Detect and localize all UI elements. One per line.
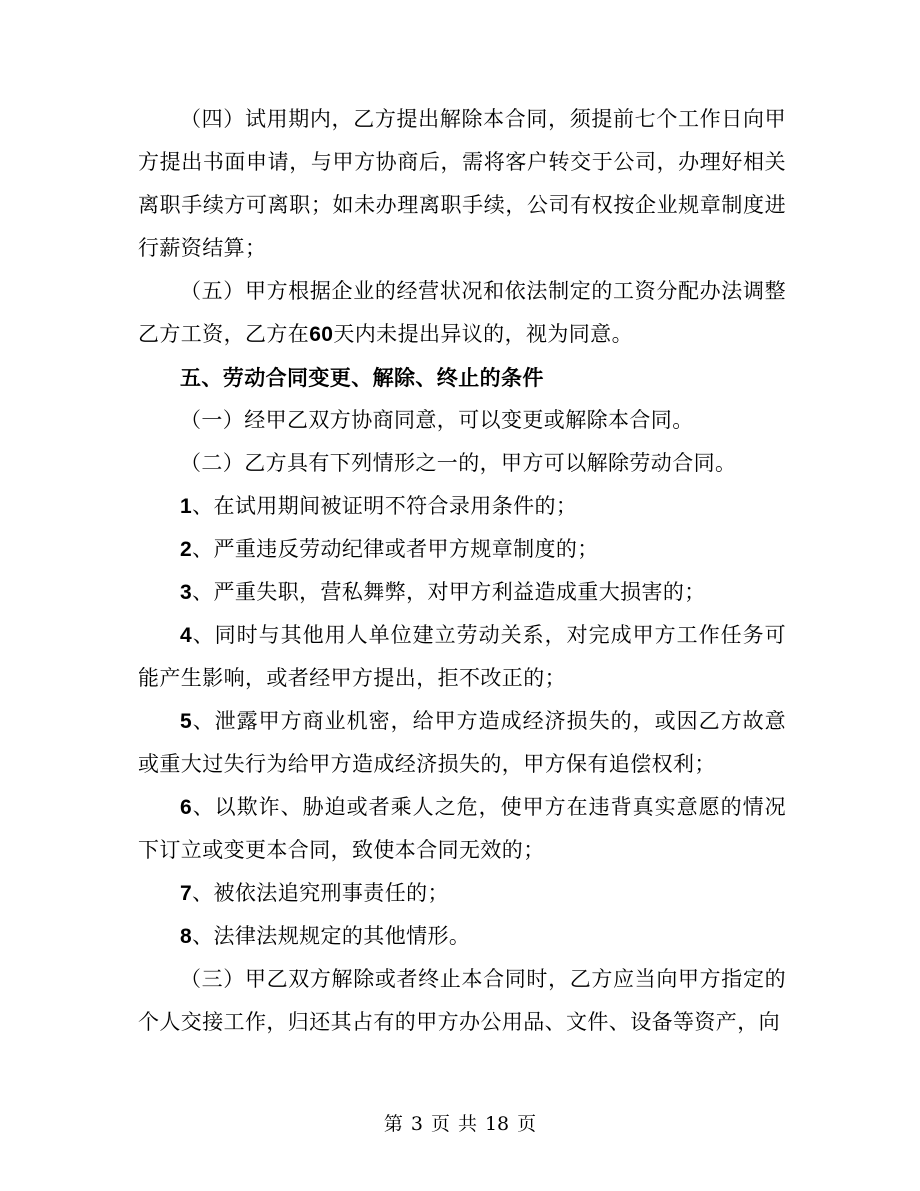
- list-item-number: 2: [180, 538, 193, 561]
- list-item: [138, 614, 786, 700]
- list-item: [138, 528, 786, 571]
- page-footer: [0, 1110, 920, 1138]
- list-item-text: 、在试用期间被证明不符合录用条件的；: [192, 494, 578, 518]
- list-item-text: 、法律法规规定的其他情形。: [192, 924, 471, 948]
- list-item-number: 5: [180, 710, 193, 733]
- list-item-text: 、以欺诈、胁迫或者乘人之危，使甲方在违背真实意愿的情况下订立或变更本合同，致使本合同无效的；: [138, 795, 786, 862]
- list-item-text: 、被依法追究刑事责任的；: [192, 881, 449, 905]
- section-5-heading: 五、劳动合同变更、解除、终止的条件: [180, 365, 544, 390]
- list-item-text: 、同时与其他用人单位建立劳动关系，对完成甲方工作任务可能产生影响，或者经甲方提出，拒不改正的；: [138, 623, 786, 690]
- list-item-number: 7: [180, 882, 193, 905]
- list-item-number: 3: [180, 581, 193, 604]
- clause-5-text-a: （五）甲方根据企业的经营状况和依法制定的工资分配办法调整乙方工资，乙方在: [138, 279, 786, 346]
- list-item-number: 4: [180, 624, 193, 647]
- footer-ye: 页: [430, 1113, 450, 1135]
- list-item: [138, 786, 786, 872]
- list-item-text: 、严重违反劳动纪律或者甲方规章制度的；: [192, 537, 599, 561]
- footer-page-number: 3: [410, 1113, 423, 1135]
- clause-5-days: 60: [309, 323, 334, 346]
- list-item: [138, 915, 786, 958]
- list-item: [138, 872, 786, 915]
- list-item-number: 8: [180, 925, 193, 948]
- list-item-number: 1: [180, 495, 193, 518]
- list-item: [138, 485, 786, 528]
- clause-4-paragraph: （四）试用期内，乙方提出解除本合同，须提前七个工作日向甲方提出书面申请，与甲方协商后，需将客户转交于公司，办理好相关离职手续方可离职；如未办理离职手续，公司有权按企业规章制度进行薪资结算；: [138, 107, 786, 260]
- footer-gong: 共: [457, 1113, 477, 1135]
- list-item-text: 、严重失职，营私舞弊，对甲方利益造成重大损害的；: [192, 580, 706, 604]
- footer-ye-2: 页: [517, 1113, 537, 1135]
- list-item-text: 、泄露甲方商业机密，给甲方造成经济损失的，或因乙方故意或重大过失行为给甲方造成经济损失的，甲方保有追偿权利；: [138, 709, 786, 776]
- footer-total-pages: 18: [484, 1113, 510, 1135]
- list-item-number: 6: [180, 796, 193, 819]
- list-item: [138, 700, 786, 786]
- section-5-clause-2: （二）乙方具有下列情形之一的，甲方可以解除劳动合同。: [180, 451, 737, 475]
- footer-di: 第: [383, 1113, 403, 1135]
- document-body: [138, 98, 786, 1044]
- list-item: [138, 571, 786, 614]
- section-5-clause-1: （一）经甲乙双方协商同意，可以变更或解除本合同。: [180, 408, 694, 432]
- clause-5-text-b: 天内未提出异议的，视为同意。: [333, 322, 633, 346]
- section-5-clause-3: （三）甲乙双方解除或者终止本合同时，乙方应当向甲方指定的个人交接工作，归还其占有的甲方办公用品、文件、设备等资产，向: [138, 967, 786, 1034]
- clause-5-paragraph: [138, 270, 786, 356]
